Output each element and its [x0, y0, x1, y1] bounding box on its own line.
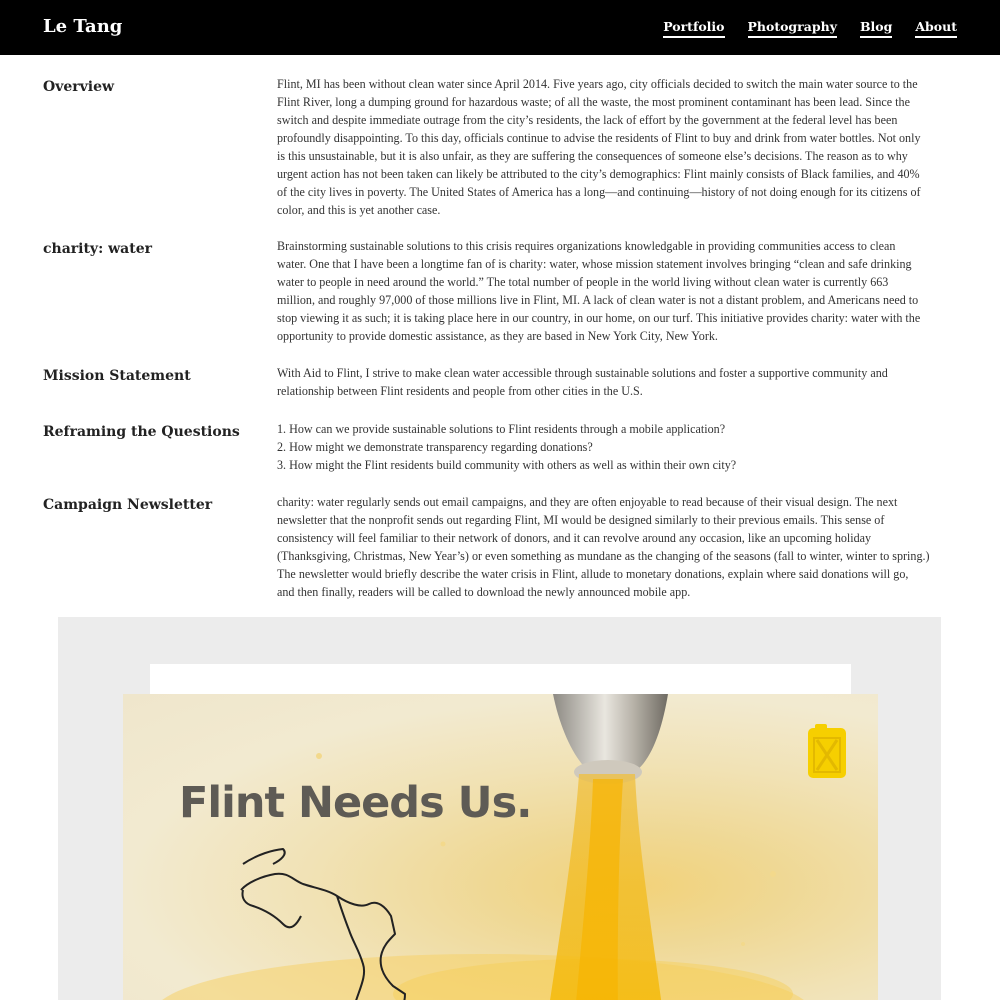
section-body: [277, 237, 957, 345]
nav-link-photography[interactable]: Photography: [748, 19, 837, 38]
nav-link-about[interactable]: About: [915, 19, 957, 38]
nav-link-blog[interactable]: Blog: [860, 19, 892, 38]
nav-link-portfolio[interactable]: Portfolio: [663, 19, 724, 38]
text-line: is this unsustainable, but it is also unfair, as they are suffering the consequences of someone else’s decisions. The reason as to why: [277, 149, 908, 163]
section-body: [277, 364, 957, 400]
text-line: profoundly disappointing. To this day, officials continue to advise the residents of Flint to buy and drink from water bottles. Not only: [277, 131, 921, 145]
text-line: stop viewing it as such; it is taking place here in our country, in our home, on our turf. This initiative provides charity: water with the: [277, 311, 921, 325]
text-line: Flint, MI has been without clean water since April 2014. Five years ago, city officials decided to switch the main water source to the: [277, 77, 918, 91]
text-line: consistency will feel familiar to their network of donors, and it can revolve around any occasion, like an upcoming holiday: [277, 531, 872, 545]
section-body: [277, 493, 957, 601]
question-item: 1. How can we provide sustainable solutions to Flint residents through a mobile application?: [277, 422, 726, 436]
section-title: charity: water: [43, 241, 152, 257]
section-title: Campaign Newsletter: [43, 497, 213, 513]
droplet: [316, 753, 322, 759]
text-line: and then finally, readers will be called to download the newly announced mobile app.: [277, 585, 691, 599]
text-line: newsletter that the nonprofit sends out regarding Flint, MI would be designed similarly to their previous emails. This sense of: [277, 513, 885, 527]
jerrycan-icon: [808, 724, 846, 778]
text-line: charity: water regularly sends out email campaigns, and they are often enjoyable to read because of their visual design. The next: [277, 495, 898, 509]
section-body: [277, 75, 957, 219]
text-line: color, and this is yet another case.: [277, 203, 441, 217]
text-line: Flint River, long a dumping ground for hazardous waste; of all the waste, the most prominent contaminant has been lead. Since the: [277, 95, 910, 109]
question-item: 2. How might we demonstrate transparency regarding donations?: [277, 440, 593, 454]
section-title: Reframing the Questions: [43, 424, 240, 440]
main-nav: [663, 19, 957, 38]
text-line: water. One that I have been a longtime fan of is charity: water, whose mission statement involves bringing “clean and safe drinking: [277, 257, 912, 271]
text-line: switch and despite immediate outrage from the city’s residents, the lack of effort by the government at the federal level has been: [277, 113, 898, 127]
text-line: With Aid to Flint, I strive to make clean water accessible through sustainable solutions and foster a supportive community and: [277, 366, 888, 380]
text-line: water to people in need around the world.” The total number of people in the world living without clean water is currently 663: [277, 275, 889, 289]
text-line: relationship between Flint residents and people from other cities in the U.S.: [277, 384, 643, 398]
text-line: of the city lives in poverty. The United States of America has a long—and continuing—history of not doing enough for its citizens of: [277, 185, 921, 199]
text-line: The newsletter would briefly describe the water crisis in Flint, allude to monetary donations, explain where said donations will go,: [277, 567, 909, 581]
text-line: million, and roughly 97,000 of those millions live in Flint, MI. A lack of clean water is not a distant problem, and Americans need to: [277, 293, 919, 307]
question-item: 3. How might the Flint residents build community with others as well as within their own city?: [277, 458, 737, 472]
text-line: Brainstorming sustainable solutions to this crisis requires organizations knowledgable in providing communities access to clean: [277, 239, 896, 253]
text-line: (Thanksgiving, Christmas, New Year’s) or even something as mundane as the changing of the seasons (fall to winter, winter to spring.): [277, 549, 930, 563]
site-brand[interactable]: Le Tang: [43, 16, 123, 37]
droplet: [441, 842, 446, 847]
text-line: opportunity to provide domestic assistance, as they are based in New York City, New York.: [277, 329, 718, 343]
section-title: Mission Statement: [43, 368, 191, 384]
faucet-water-illustration: [123, 694, 878, 1000]
droplet: [770, 871, 776, 877]
top-navigation-bar: [0, 0, 1000, 55]
newsletter-headline: Flint Needs Us.: [179, 778, 532, 828]
text-line: urgent action has not been taken can likely be attributed to the city’s demographics: Flint mainly consists of Black families, and 40%: [277, 167, 920, 181]
section-body: [277, 420, 957, 474]
droplet: [741, 942, 745, 946]
section-title: Overview: [43, 79, 115, 95]
newsletter-hero-image: [123, 694, 878, 1000]
